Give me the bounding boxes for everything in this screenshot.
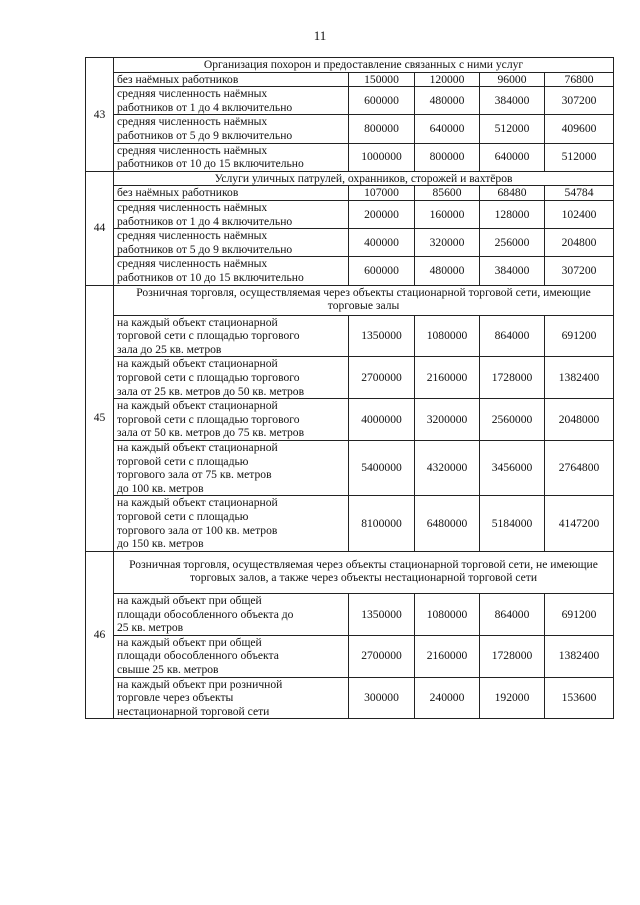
- description-line: средняя численность наёмных: [117, 229, 268, 243]
- description-line: торговой сети с площадью торгового: [117, 371, 300, 385]
- description-line: торговой сети с площадью: [117, 510, 249, 523]
- rate-value-2: 640000: [415, 115, 480, 143]
- rate-value-1: 4000000: [349, 399, 415, 441]
- section-number: 46: [86, 551, 114, 719]
- rate-value-4: 307200: [545, 87, 614, 115]
- table-row: [86, 496, 614, 551]
- rate-value-3: 256000: [480, 229, 545, 257]
- tariff-table-body: [86, 58, 614, 719]
- section-title: Услуги уличных патрулей, охранников, сторожей и вахтёров: [114, 171, 614, 186]
- rate-value-2: 480000: [415, 257, 480, 285]
- rate-value-1: 600000: [349, 257, 415, 285]
- rate-value-3: 384000: [480, 87, 545, 115]
- rate-value-3: 5184000: [480, 496, 545, 551]
- rate-value-1: 800000: [349, 115, 415, 143]
- section-header-row: [86, 285, 614, 315]
- rate-value-4: 1382400: [545, 635, 614, 677]
- rate-value-4: 153600: [545, 677, 614, 719]
- rate-value-4: 1382400: [545, 357, 614, 399]
- table-row: [86, 115, 614, 143]
- rate-value-4: 102400: [545, 200, 614, 228]
- rate-value-2: 240000: [415, 677, 480, 719]
- rate-value-1: 150000: [349, 72, 415, 87]
- row-description: [114, 357, 349, 399]
- rate-value-2: 2160000: [415, 635, 480, 677]
- rate-value-4: 691200: [545, 315, 614, 357]
- row-description: [114, 115, 349, 143]
- section-number: 45: [86, 285, 114, 551]
- table-row: [86, 677, 614, 719]
- rate-value-1: 300000: [349, 677, 415, 719]
- rate-value-1: 107000: [349, 186, 415, 201]
- rate-value-3: 68480: [480, 186, 545, 201]
- description-line: торгового зала от 75 кв. метров: [117, 468, 272, 482]
- description-line: площади обособленного объекта до: [117, 607, 294, 621]
- description-line: свыше 25 кв. метров: [117, 662, 219, 676]
- table-row: [86, 593, 614, 635]
- table-row: [86, 399, 614, 441]
- table-row: [86, 441, 614, 496]
- section-title: Организация похорон и предоставление связанных с ними услуг: [114, 58, 614, 73]
- rate-value-4: 512000: [545, 143, 614, 171]
- row-description: [114, 229, 349, 257]
- rate-value-4: 204800: [545, 229, 614, 257]
- row-description: [114, 200, 349, 228]
- description-line: 25 кв. метров: [117, 621, 184, 635]
- table-row: [86, 315, 614, 357]
- rate-value-4: 76800: [545, 72, 614, 87]
- rate-value-1: 1350000: [349, 315, 415, 357]
- rate-value-4: 54784: [545, 186, 614, 201]
- rate-value-4: 4147200: [545, 496, 614, 551]
- rate-value-4: 409600: [545, 115, 614, 143]
- description-line: работников от 10 до 15 включительно: [117, 270, 304, 284]
- description-line: торговле через объекты: [117, 691, 234, 705]
- rate-value-3: 192000: [480, 677, 545, 719]
- description-line: работников от 10 до 15 включительно: [117, 157, 304, 171]
- description-line: зала от 25 кв. метров до 50 кв. метров: [117, 384, 305, 398]
- description-line: нестационарной торговой сети: [117, 704, 270, 718]
- rate-value-4: 691200: [545, 593, 614, 635]
- row-description: [114, 315, 349, 357]
- table-row: [86, 87, 614, 115]
- row-description: [114, 399, 349, 441]
- description-line: на каждый объект стационарной: [117, 315, 278, 329]
- description-line: зала до 25 кв. метров: [117, 342, 222, 356]
- description-line: на каждый объект при общей: [117, 635, 262, 649]
- description-line: работников от 1 до 4 включительно: [117, 214, 293, 228]
- table-row: [86, 229, 614, 257]
- row-description: [114, 186, 349, 201]
- description-line: на каждый объект при общей: [117, 593, 262, 607]
- description-line: без наёмных работников: [117, 186, 239, 200]
- rate-value-4: 307200: [545, 257, 614, 285]
- rate-value-2: 800000: [415, 143, 480, 171]
- description-line: средняя численность наёмных: [117, 115, 268, 129]
- rate-value-2: 320000: [415, 229, 480, 257]
- section-number: 44: [86, 171, 114, 285]
- tariff-table: [85, 57, 614, 719]
- description-line: торговой сети с площадью торгового: [117, 329, 300, 343]
- row-description: [114, 87, 349, 115]
- description-line: торговой сети с площадью торгового: [117, 412, 300, 426]
- description-line: до 150 кв. метров: [117, 537, 204, 551]
- rate-value-3: 96000: [480, 72, 545, 87]
- rate-value-3: 1728000: [480, 635, 545, 677]
- description-line: средняя численность наёмных: [117, 87, 268, 101]
- description-line: средняя численность наёмных: [117, 143, 268, 157]
- rate-value-4: 2764800: [545, 441, 614, 496]
- rate-value-1: 200000: [349, 200, 415, 228]
- rate-value-2: 2160000: [415, 357, 480, 399]
- description-line: на каждый объект стационарной: [117, 496, 278, 510]
- table-row: [86, 635, 614, 677]
- row-description: [114, 143, 349, 171]
- section-header-row: [86, 58, 614, 73]
- table-row: [86, 357, 614, 399]
- row-description: [114, 593, 349, 635]
- rate-value-3: 640000: [480, 143, 545, 171]
- table-row: [86, 72, 614, 87]
- description-line: торговой сети с площадью: [117, 454, 249, 468]
- rate-value-1: 2700000: [349, 357, 415, 399]
- section-header-row: [86, 171, 614, 186]
- page-number: 11: [313, 28, 327, 43]
- description-line: без наёмных работников: [117, 72, 239, 86]
- rate-value-1: 2700000: [349, 635, 415, 677]
- rate-value-3: 864000: [480, 315, 545, 357]
- row-description: [114, 496, 349, 551]
- description-line: торгового зала от 100 кв. метров: [117, 523, 278, 537]
- row-description: [114, 677, 349, 719]
- rate-value-3: 864000: [480, 593, 545, 635]
- rate-value-2: 120000: [415, 72, 480, 87]
- description-line: на каждый объект стационарной: [117, 441, 278, 455]
- rate-value-1: 8100000: [349, 496, 415, 551]
- rate-value-3: 1728000: [480, 357, 545, 399]
- rate-value-1: 1000000: [349, 143, 415, 171]
- row-description: [114, 257, 349, 285]
- section-number: 43: [86, 58, 114, 172]
- description-line: на каждый объект стационарной: [117, 357, 278, 371]
- rate-value-2: 3200000: [415, 399, 480, 441]
- description-line: до 100 кв. метров: [117, 481, 204, 495]
- rate-value-3: 3456000: [480, 441, 545, 496]
- row-description: [114, 635, 349, 677]
- rate-value-2: 4320000: [415, 441, 480, 496]
- section-title: Розничная торговля, осуществляемая через объекты стационарной торговой сети, имеющие торговые залы: [114, 285, 614, 315]
- rate-value-2: 1080000: [415, 315, 480, 357]
- description-line: средняя численность наёмных: [117, 200, 268, 214]
- table-row: [86, 186, 614, 201]
- table-row: [86, 200, 614, 228]
- rate-value-1: 400000: [349, 229, 415, 257]
- description-line: на каждый объект стационарной: [117, 399, 278, 413]
- description-line: работников от 1 до 4 включительно: [117, 100, 293, 114]
- rate-value-3: 384000: [480, 257, 545, 285]
- row-description: [114, 72, 349, 87]
- rate-value-2: 160000: [415, 200, 480, 228]
- description-line: площади обособленного объекта: [117, 649, 279, 663]
- description-line: зала от 50 кв. метров до 75 кв. метров: [117, 426, 305, 440]
- description-line: на каждый объект при розничной: [117, 677, 283, 691]
- rate-value-3: 512000: [480, 115, 545, 143]
- rate-value-2: 480000: [415, 87, 480, 115]
- rate-value-4: 2048000: [545, 399, 614, 441]
- section-title: Розничная торговля, осуществляемая через объекты стационарной торговой сети, не имеющие торговых залов, а также через объекты нестационарной торговой сети: [114, 551, 614, 593]
- description-line: работников от 5 до 9 включительно: [117, 242, 293, 256]
- rate-value-1: 1350000: [349, 593, 415, 635]
- table-row: [86, 257, 614, 285]
- table-row: [86, 143, 614, 171]
- rate-value-3: 128000: [480, 200, 545, 228]
- description-line: средняя численность наёмных: [117, 257, 268, 271]
- rate-value-1: 600000: [349, 87, 415, 115]
- rate-value-3: 2560000: [480, 399, 545, 441]
- rate-value-2: 1080000: [415, 593, 480, 635]
- row-description: [114, 441, 349, 496]
- rate-value-2: 6480000: [415, 496, 480, 551]
- rate-value-2: 85600: [415, 186, 480, 201]
- description-line: работников от 5 до 9 включительно: [117, 128, 293, 142]
- rate-value-1: 5400000: [349, 441, 415, 496]
- section-header-row: [86, 551, 614, 593]
